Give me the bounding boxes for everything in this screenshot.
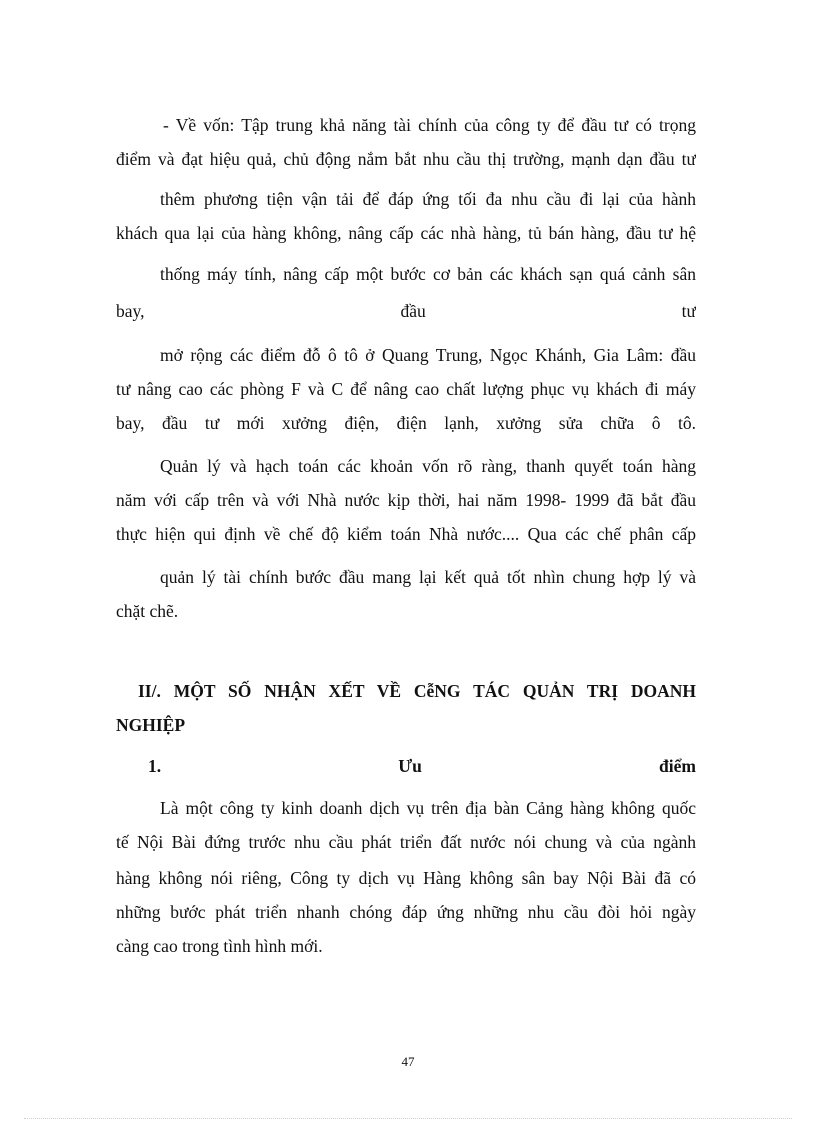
paragraph-line: càng cao trong tình hình mới. [116,936,323,956]
paragraph-line: những bước phát triển nhanh chóng đáp ứng những nhu cầu đòi hỏi ngày [116,902,696,922]
paragraph-line: tế Nội Bài đứng trước nhu cầu phát triển đất nước nói chung và của ngành [116,832,696,852]
subheading-number: 1. [148,756,162,776]
section-heading-continued: NGHIỆP [116,715,186,735]
paragraph-line: mở rộng các điểm đỗ ô tô ở Quang Trung, Ngọc Khánh, Gia Lâm: đầu [160,345,696,365]
paragraph-line: hàng không nói riêng, Công ty dịch vụ Hàng không sân bay Nội Bài đã có [116,868,696,888]
paragraph-line: khách qua lại của hàng không, nâng cấp các nhà hàng, tủ bán hàng, đầu tư hệ [116,223,696,243]
paragraph-line: bay, đầu tư mới xưởng điện, điện lạnh, xưởng sửa chữa ô tô. [116,413,696,433]
paragraph-line: thêm phương tiện vận tải để đáp ứng tối đa nhu cầu đi lại của hành [160,189,696,209]
page-number: 47 [401,1054,415,1069]
paragraph-line: Quản lý và hạch toán các khoản vốn rõ ràng, thanh quyết toán hàng [160,456,696,476]
subheading-word: Ưu [398,756,422,776]
paragraph-line: điểm và đạt hiệu quả, chủ động nắm bắt nhu cầu thị trường, mạnh dạn đầu tư [116,149,696,169]
paragraph-line: thực hiện qui định về chế độ kiểm toán Nhà nước.... Qua các chế phân cấp [116,524,696,544]
paragraph-line: năm với cấp trên và với Nhà nước kịp thời, hai năm 1998- 1999 đã bắt đầu [116,490,696,510]
subheading-word: điểm [659,756,696,776]
paragraph-line: - Về vốn: Tập trung khả năng tài chính của công ty để đầu tư có trọng [163,115,696,135]
spread-word: đầu [400,301,426,321]
spread-word: tư [681,301,696,321]
paragraph-line: tư nâng cao các phòng F và C để nâng cao chất lượng phục vụ khách đi máy [116,379,696,399]
paragraph-line: quản lý tài chính bước đầu mang lại kết quả tốt nhìn chung hợp lý và [160,567,696,587]
paragraph-line: chặt chẽ. [116,601,179,621]
subheading [148,754,696,778]
section-heading: II/. MỘT SỐ NHẬN XẾT VỀ CễNG TÁC QUẢN TRỊ DOANH [138,681,696,701]
page-bottom-divider [24,1118,792,1119]
spread-word: bay, [116,301,145,321]
paragraph-line: Là một công ty kinh doanh dịch vụ trên địa bàn Cảng hàng không quốc [160,798,696,818]
paragraph-line: thống máy tính, nâng cấp một bước cơ bản các khách sạn quá cảnh sân [160,264,696,284]
paragraph-spread-line [116,299,696,323]
